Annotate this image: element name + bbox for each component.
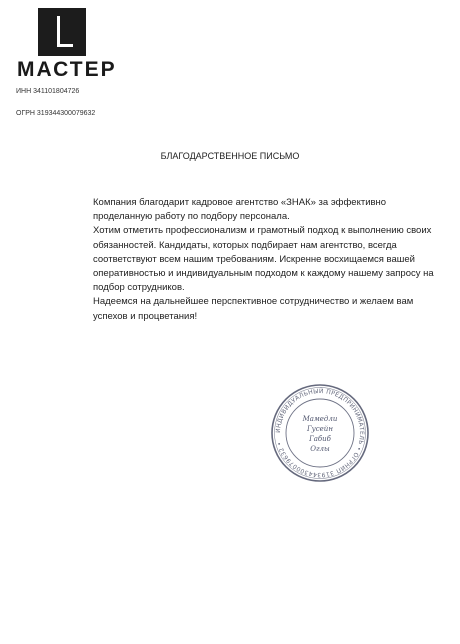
inn-number: ИНН 341101804726 <box>16 88 80 95</box>
stamp-line-1: Мамедли <box>302 415 338 423</box>
letter-title: БЛАГОДАРСТВЕННОЕ ПИСЬМО <box>160 151 300 161</box>
letter-paragraph-3: Надеемся на дальнейшее перспективное сотрудничество и желаем вам успехов и процветания! <box>93 296 414 322</box>
stamp-line-2: Гусейн <box>307 425 333 433</box>
letter-paragraph-1: Компания благодарит кадровое агентство «ЗНАК» за эффективно проделанную работу по подбору персонала. <box>93 197 387 223</box>
letter-paragraph-2: Хотим отметить профессионализм и грамотный подход к выполнению своих обязанностей. Кандидаты, которых подбирает нам агентство, всегда соответствуют всем нашим требованиям. Искренне восхищаемся вашей оперативностью и индивидуальным подходом к каждому нашему запросу на подбор сотрудников. <box>93 225 434 294</box>
stamp-ring-text: ИНДИВИДУАЛЬНЫЙ ПРЕДПРИНИМАТЕЛЬ • ОГРНИП 319344300079632 • <box>274 387 366 479</box>
ogrn-number: ОГРН 319344300079632 <box>16 110 96 117</box>
stamp-line-3: Габиб <box>309 435 331 443</box>
letter-body <box>93 196 443 324</box>
company-name: МАСТЕР <box>17 58 117 81</box>
stamp-line-4: Оглы <box>310 445 330 453</box>
company-logo-icon <box>38 8 86 56</box>
company-stamp <box>270 383 370 483</box>
